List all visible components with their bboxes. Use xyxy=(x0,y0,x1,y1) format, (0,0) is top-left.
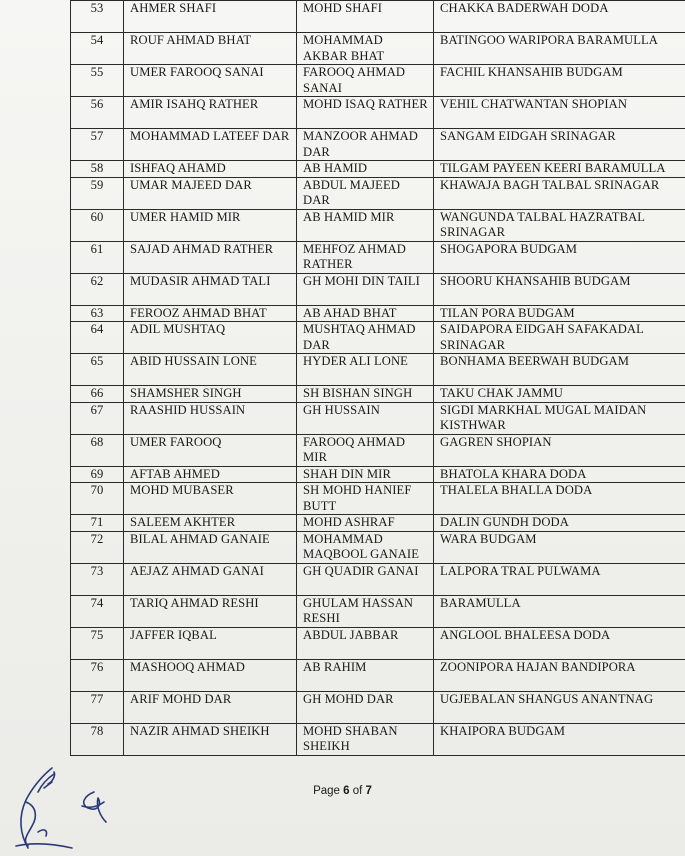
address-cell: FACHIL KHANSAHIB BUDGAM xyxy=(434,65,685,97)
parentage-cell: MOHAMMAD MAQBOOL GANAIE xyxy=(297,531,434,563)
candidate-name-cell: UMAR MAJEED DAR xyxy=(124,177,297,209)
candidate-name-cell: SAJAD AHMAD RATHER xyxy=(124,241,297,273)
parentage-cell: AB HAMID xyxy=(297,161,434,178)
table-row xyxy=(71,161,685,178)
table-row xyxy=(71,627,685,659)
address-cell: THALELA BHALLA DODA xyxy=(434,483,685,515)
parentage-cell: MOHD SHAFI xyxy=(297,1,434,33)
serial-number-cell: 77 xyxy=(71,691,124,723)
parentage-cell: MANZOOR AHMAD DAR xyxy=(297,129,434,161)
serial-number-cell: 65 xyxy=(71,354,124,386)
parentage-cell: AB HAMID MIR xyxy=(297,209,434,241)
candidate-name-cell: UMER FAROOQ SANAI xyxy=(124,65,297,97)
parentage-cell: AB AHAD BHAT xyxy=(297,305,434,322)
parentage-cell: MOHAMMAD AKBAR BHAT xyxy=(297,33,434,65)
address-cell: ANGLOOL BHALEESA DODA xyxy=(434,627,685,659)
address-cell: UGJEBALAN SHANGUS ANANTNAG xyxy=(434,691,685,723)
parentage-cell: SH BISHAN SINGH xyxy=(297,386,434,403)
candidate-name-cell: ARIF MOHD DAR xyxy=(124,691,297,723)
candidate-name-cell: MUDASIR AHMAD TALI xyxy=(124,273,297,305)
candidate-name-cell: MASHOOQ AHMAD xyxy=(124,659,297,691)
total-pages: 7 xyxy=(365,785,372,797)
candidate-name-cell: NAZIR AHMAD SHEIKH xyxy=(124,723,297,755)
table-row xyxy=(71,434,685,466)
address-cell: BONHAMA BEERWAH BUDGAM xyxy=(434,354,685,386)
address-cell: GAGREN SHOPIAN xyxy=(434,434,685,466)
table-row xyxy=(71,515,685,532)
serial-number-cell: 57 xyxy=(71,129,124,161)
table-row xyxy=(71,386,685,403)
page-label: Page xyxy=(313,785,344,797)
table-row xyxy=(71,33,685,65)
table-row xyxy=(71,466,685,483)
current-page: 6 xyxy=(343,785,350,797)
serial-number-cell: 64 xyxy=(71,322,124,354)
parentage-cell: MOHD SHABAN SHEIKH xyxy=(297,723,434,755)
address-cell: WANGUNDA TALBAL HAZRATBAL SRINAGAR xyxy=(434,209,685,241)
serial-number-cell: 54 xyxy=(71,33,124,65)
parentage-cell: GHULAM HASSAN RESHI xyxy=(297,595,434,627)
table-row xyxy=(71,659,685,691)
parentage-cell: ABDUL MAJEED DAR xyxy=(297,177,434,209)
address-cell: SHOGAPORA BUDGAM xyxy=(434,241,685,273)
table-row xyxy=(71,1,685,33)
candidate-name-cell: FEROOZ AHMAD BHAT xyxy=(124,305,297,322)
candidate-name-cell: BILAL AHMAD GANAIE xyxy=(124,531,297,563)
table-row xyxy=(71,65,685,97)
serial-number-cell: 60 xyxy=(71,209,124,241)
serial-number-cell: 70 xyxy=(71,483,124,515)
candidate-name-cell: MOHAMMAD LATEEF DAR xyxy=(124,129,297,161)
table-row xyxy=(71,354,685,386)
serial-number-cell: 67 xyxy=(71,402,124,434)
parentage-cell: GH MOHD DAR xyxy=(297,691,434,723)
page-of-label: of xyxy=(349,785,366,797)
address-cell: BARAMULLA xyxy=(434,595,685,627)
table-row xyxy=(71,691,685,723)
address-cell: DALIN GUNDH DODA xyxy=(434,515,685,532)
serial-number-cell: 76 xyxy=(71,659,124,691)
parentage-cell: FAROOQ AHMAD SANAI xyxy=(297,65,434,97)
serial-number-cell: 62 xyxy=(71,273,124,305)
candidate-name-cell: ROUF AHMAD BHAT xyxy=(124,33,297,65)
table-row xyxy=(71,273,685,305)
parentage-cell: GH QUADIR GANAI xyxy=(297,563,434,595)
serial-number-cell: 55 xyxy=(71,65,124,97)
candidate-name-cell: AMIR ISAHQ RATHER xyxy=(124,97,297,129)
candidate-name-cell: SHAMSHER SINGH xyxy=(124,386,297,403)
address-cell: SHOORU KHANSAHIB BUDGAM xyxy=(434,273,685,305)
serial-number-cell: 53 xyxy=(71,1,124,33)
serial-number-cell: 78 xyxy=(71,723,124,755)
table-row xyxy=(71,402,685,434)
serial-number-cell: 61 xyxy=(71,241,124,273)
address-cell: CHAKKA BADERWAH DODA xyxy=(434,1,685,33)
address-cell: KHAIPORA BUDGAM xyxy=(434,723,685,755)
address-cell: TILGAM PAYEEN KEERI BARAMULLA xyxy=(434,161,685,178)
table-row xyxy=(71,563,685,595)
address-cell: LALPORA TRAL PULWAMA xyxy=(434,563,685,595)
parentage-cell: MOHD ASHRAF xyxy=(297,515,434,532)
candidate-name-cell: RAASHID HUSSAIN xyxy=(124,402,297,434)
table-row xyxy=(71,531,685,563)
parentage-cell: AB RAHIM xyxy=(297,659,434,691)
table-row xyxy=(71,322,685,354)
parentage-cell: MEHFOZ AHMAD RATHER xyxy=(297,241,434,273)
table-row xyxy=(71,129,685,161)
candidate-table-body xyxy=(71,1,685,756)
table-row xyxy=(71,595,685,627)
serial-number-cell: 71 xyxy=(71,515,124,532)
address-cell: KHAWAJA BAGH TALBAL SRINAGAR xyxy=(434,177,685,209)
serial-number-cell: 69 xyxy=(71,466,124,483)
address-cell: WARA BUDGAM xyxy=(434,531,685,563)
serial-number-cell: 72 xyxy=(71,531,124,563)
serial-number-cell: 73 xyxy=(71,563,124,595)
candidate-table xyxy=(70,0,685,756)
serial-number-cell: 63 xyxy=(71,305,124,322)
candidate-name-cell: JAFFER IQBAL xyxy=(124,627,297,659)
serial-number-cell: 74 xyxy=(71,595,124,627)
table-row xyxy=(71,305,685,322)
candidate-name-cell: UMER HAMID MIR xyxy=(124,209,297,241)
serial-number-cell: 56 xyxy=(71,97,124,129)
parentage-cell: GH MOHI DIN TAILI xyxy=(297,273,434,305)
table-row xyxy=(71,483,685,515)
address-cell: SAIDAPORA EIDGAH SAFAKADAL SRINAGAR xyxy=(434,322,685,354)
serial-number-cell: 75 xyxy=(71,627,124,659)
candidate-name-cell: ABID HUSSAIN LONE xyxy=(124,354,297,386)
address-cell: ZOONIPORA HAJAN BANDIPORA xyxy=(434,659,685,691)
parentage-cell: SH MOHD HANIEF BUTT xyxy=(297,483,434,515)
table-row xyxy=(71,209,685,241)
candidate-name-cell: UMER FAROOQ xyxy=(124,434,297,466)
table-row xyxy=(71,241,685,273)
candidate-name-cell: AFTAB AHMED xyxy=(124,466,297,483)
serial-number-cell: 68 xyxy=(71,434,124,466)
parentage-cell: MOHD ISAQ RATHER xyxy=(297,97,434,129)
address-cell: BHATOLA KHARA DODA xyxy=(434,466,685,483)
address-cell: TAKU CHAK JAMMU xyxy=(434,386,685,403)
candidate-name-cell: SALEEM AKHTER xyxy=(124,515,297,532)
parentage-cell: MUSHTAQ AHMAD DAR xyxy=(297,322,434,354)
address-cell: SIGDI MARKHAL MUGAL MAIDAN KISTHWAR xyxy=(434,402,685,434)
table-row xyxy=(71,97,685,129)
table-row xyxy=(71,723,685,755)
candidate-name-cell: AHMER SHAFI xyxy=(124,1,297,33)
serial-number-cell: 66 xyxy=(71,386,124,403)
candidate-name-cell: TARIQ AHMAD RESHI xyxy=(124,595,297,627)
address-cell: BATINGOO WARIPORA BARAMULLA xyxy=(434,33,685,65)
handwritten-signature xyxy=(8,762,128,856)
candidate-name-cell: MOHD MUBASER xyxy=(124,483,297,515)
parentage-cell: ABDUL JABBAR xyxy=(297,627,434,659)
candidate-name-cell: ISHFAQ AHAMD xyxy=(124,161,297,178)
candidate-name-cell: AEJAZ AHMAD GANAI xyxy=(124,563,297,595)
address-cell: SANGAM EIDGAH SRINAGAR xyxy=(434,129,685,161)
candidate-name-cell: ADIL MUSHTAQ xyxy=(124,322,297,354)
parentage-cell: GH HUSSAIN xyxy=(297,402,434,434)
parentage-cell: FAROOQ AHMAD MIR xyxy=(297,434,434,466)
serial-number-cell: 58 xyxy=(71,161,124,178)
parentage-cell: HYDER ALI LONE xyxy=(297,354,434,386)
serial-number-cell: 59 xyxy=(71,177,124,209)
table-row xyxy=(71,177,685,209)
parentage-cell: SHAH DIN MIR xyxy=(297,466,434,483)
address-cell: TILAN PORA BUDGAM xyxy=(434,305,685,322)
address-cell: VEHIL CHATWANTAN SHOPIAN xyxy=(434,97,685,129)
